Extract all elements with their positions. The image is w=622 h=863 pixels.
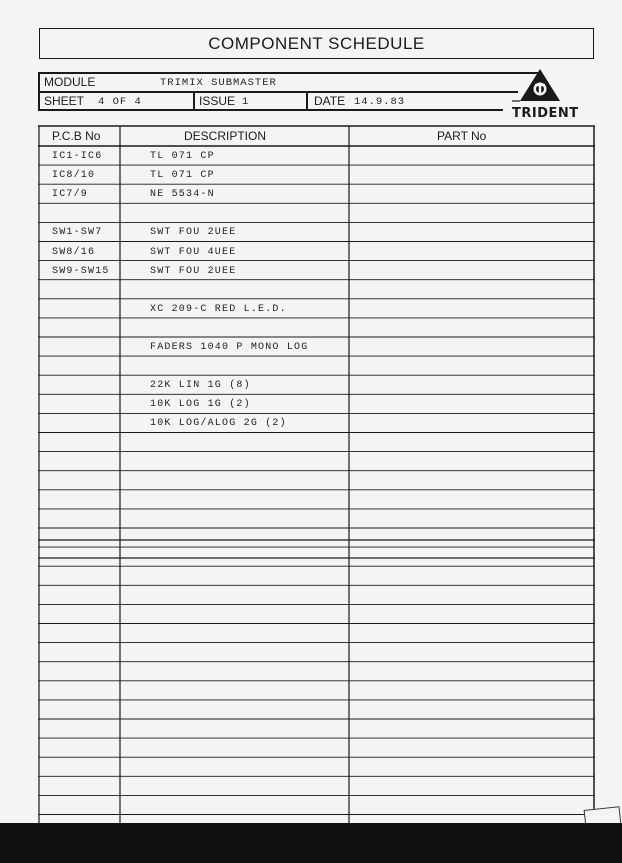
date-value: 14.9.83 xyxy=(354,96,406,108)
logo-text: TRIDENT xyxy=(512,106,579,121)
trident-logo xyxy=(512,67,590,123)
row-pcb-cell: SW9-SW15 xyxy=(52,265,110,277)
row-description-cell: FADERS 1040 P MONO LOG xyxy=(150,342,309,353)
header-rule-top xyxy=(38,72,538,74)
issue-value: 1 xyxy=(242,96,250,108)
row-description-cell: 10K LOG 1G (2) xyxy=(150,399,251,411)
row-description-cell: TL 071 CP xyxy=(150,151,215,162)
header-divider-2 xyxy=(306,91,308,110)
title-box xyxy=(39,28,594,59)
row-pcb-cell: SW1-SW7 xyxy=(52,227,103,239)
table-grid xyxy=(38,125,595,825)
header-rule-bottom xyxy=(38,109,503,111)
column-header-description: DESCRIPTION xyxy=(184,129,267,143)
module-value: TRIMIX SUBMASTER xyxy=(160,77,277,89)
module-label: MODULE xyxy=(44,75,96,89)
page-title: COMPONENT SCHEDULE xyxy=(208,33,425,53)
row-pcb-cell: IC8/10 xyxy=(52,170,96,182)
row-description-cell: 10K LOG/ALOG 2G (2) xyxy=(150,418,287,430)
header-rule-mid xyxy=(38,91,518,93)
sheet-label: SHEET xyxy=(44,94,85,108)
header-divider-1 xyxy=(193,91,195,110)
row-pcb-cell: IC7/9 xyxy=(52,189,89,201)
date-label: DATE xyxy=(314,94,346,108)
row-description-cell: SWT FOU 2UEE xyxy=(150,265,237,277)
issue-label: ISSUE xyxy=(199,94,236,108)
row-description-cell: NE 5534-N xyxy=(150,189,215,201)
column-header-part: PART No xyxy=(437,129,487,143)
row-description-cell: SWT FOU 2UEE xyxy=(150,227,237,239)
header-rule-left xyxy=(38,72,40,110)
row-description-cell: TL 071 CP xyxy=(150,170,215,182)
row-pcb-cell: IC1-IC6 xyxy=(52,151,103,162)
row-description-cell: 22K LIN 1G (8) xyxy=(150,380,251,392)
row-pcb-cell: SW8/16 xyxy=(52,246,96,258)
column-header-pcb: P.C.B No xyxy=(52,129,101,143)
scan-bottom-edge xyxy=(0,823,622,863)
row-description-cell: XC 209-C RED L.E.D. xyxy=(150,303,287,315)
component-table xyxy=(38,125,595,825)
row-description-cell: SWT FOU 4UEE xyxy=(150,246,237,258)
sheet-value: 4 OF 4 xyxy=(98,96,142,108)
